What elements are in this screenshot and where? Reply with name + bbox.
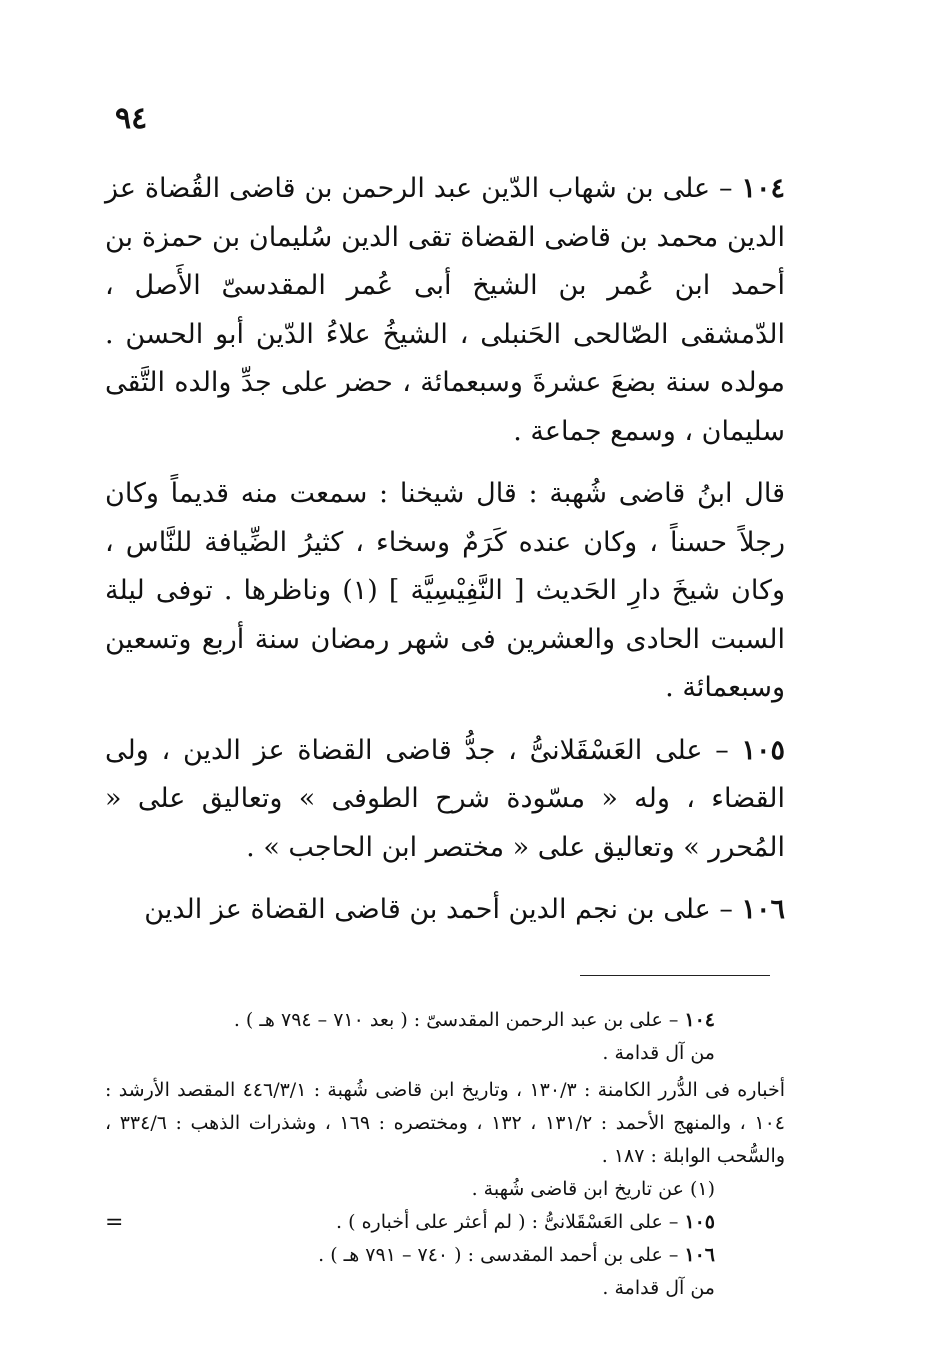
entry-number: ١٠٦: [741, 894, 785, 925]
footnote-text: – على العَسْقَلانىُّ : ( لم أعثر على أخباره ) .: [336, 1210, 679, 1233]
entry-number: ١٠٤: [741, 173, 785, 204]
continuation-mark: =: [105, 1210, 124, 1235]
footnote-106: [105, 1239, 785, 1272]
footnote-number: ١٠٥: [684, 1210, 715, 1233]
footnote-separator: [580, 975, 770, 976]
book-page: [105, 95, 785, 1305]
entry-105: [105, 727, 785, 873]
footnotes: [105, 1004, 785, 1305]
page-number: ٩٤: [115, 101, 148, 136]
entry-text: – على بن شهاب الدّين عبد الرحمن بن قاضى القُضاة عز الدين محمد بن قاضى القضاة تقى الدين سُليمان بن حمزة بن أحمد ابن عُمر بن الشيخ أبى عُمر المقدسىّ الأَصل ، الدّمشقى الصّالحى الحَنبلى ، الشيخُ علاءُ الدّين أبو الحسن . مولده سنة بضعَ عشرةَ وسبعمائة ، حضر على جدِّ والده التَّقى سليمان ، وسمع جماعة .: [105, 173, 785, 447]
quote-paragraph: قال ابنُ قاضى شُهبة : قال شيخنا : سمعت منه قديماً وكان رجلاً حسناً ، وكان عنده كَرَمٌ وسخاء ، كثيرُ الضِّيافة للنَّاس ، وكان شيخَ دارِ الحَديث [ النَّفِيْسِيَّة ] (١) وناظرها . توفى ليلة السبت الحادى والعشرين فى شهر رمضان سنة أربع وتسعين وسبعمائة .: [105, 478, 785, 703]
footnote-text: – على بن أحمد المقدسى : ( ٧٤٠ – ٧٩١ هـ ) .: [318, 1243, 679, 1266]
footnote-104-sources: أخباره فى الدُّرر الكامنة : ١٣٠/٣ ، وتاريخ ابن قاضى شُهبة : ٤٤٦/٣/١ المقصد الأرشد : ١٠٤ ، والمنهج الأحمد : ١٣١/٢ ، ١٣٢ ، ومختصره : ١٦٩ ، وشذرات الذهب : ٣٣٤/٦ ، والسُّحب الوابلة : ١٨٧ .: [105, 1078, 786, 1167]
entry-number: ١٠٥: [741, 734, 785, 766]
entry-106: [105, 886, 785, 935]
footnote-105: [105, 1206, 785, 1239]
footnote-text: – على بن عبد الرحمن المقدسىّ : ( بعد ٧١٠ – ٧٩٤ هـ ) .: [233, 1008, 679, 1031]
entry-text: – على بن نجم الدين أحمد بن قاضى القضاة عز الدين: [144, 894, 733, 925]
main-text: [105, 165, 785, 935]
footnote-106-family: من آل قدامة .: [602, 1276, 715, 1299]
footnote-104-family: من آل قدامة .: [602, 1041, 715, 1064]
footnote-number: ١٠٤: [684, 1008, 715, 1031]
footnote-separator-wrap: [105, 975, 785, 976]
footnote-number: ١٠٦: [684, 1243, 715, 1266]
entry-104: [105, 165, 785, 456]
entry-text: – على العَسْقَلانىُّ ، جدُّ قاضى القضاة عز الدين ، ولى القضاء ، وله « مسّودة شرح الطوفى » وتعاليق على « المُحرر » وتعاليق على « مختصر ابن الحاجب » .: [105, 734, 785, 863]
footnote-1: (١) عن تاريخ ابن قاضى شُهبة .: [471, 1177, 715, 1200]
footnote-104: [105, 1004, 785, 1037]
